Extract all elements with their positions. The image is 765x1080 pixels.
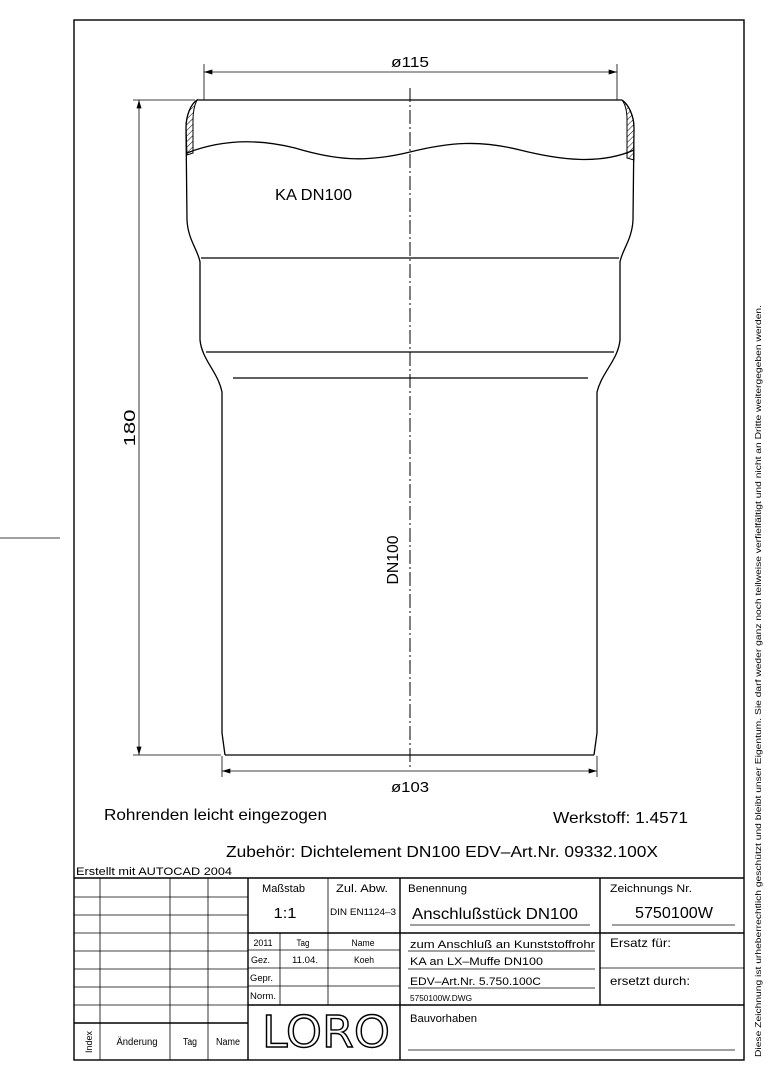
- dimension-text: ø115: [391, 54, 429, 71]
- scale-value: 1:1: [273, 905, 297, 922]
- dimension-text: ø103: [391, 779, 429, 796]
- replaces-label: Ersatz für:: [610, 936, 671, 950]
- dimension-length: [122, 100, 221, 755]
- note-accessory: Zubehör: Dichtelement DN100 EDV–Art.Nr. 09332.100X: [226, 844, 659, 861]
- year: 2011: [253, 938, 273, 948]
- description-line: KA an LX–Muffe DN100: [410, 956, 543, 968]
- checked-label: Gepr.: [250, 973, 273, 983]
- fitting-outline-right: [594, 100, 634, 755]
- copyright-notice: Diese Zeichnung ist urheberrechtlich geschützt und bleibt unser Eigentum. Sie darf weder ganz noch teilweise verfielfältigt und nicht an Dritte weitergegeben werden.: [753, 435, 763, 1057]
- drawing-number: 5750100W: [635, 905, 714, 922]
- project-label: Bauvorhaben: [410, 1013, 477, 1025]
- revision-header-day: Tag: [183, 1037, 197, 1048]
- project-cell: [408, 1013, 735, 1050]
- note-material: Werkstoff: 1.4571: [553, 810, 689, 827]
- fitting-outline-left: [186, 100, 225, 755]
- revision-header-change: Änderung: [116, 1037, 160, 1048]
- description-line: EDV–Art.Nr. 5.750.100C: [410, 976, 542, 988]
- scale-label: Maßstab: [262, 883, 305, 895]
- note-pipe-ends: Rohrenden leicht eingezogen: [104, 807, 327, 824]
- name-column-label: Name: [351, 938, 375, 948]
- norm-label: Norm.: [250, 991, 276, 1001]
- revision-table: [74, 878, 248, 1060]
- socket-wall-left-section: [186, 100, 197, 155]
- drawing-number-cell: [600, 883, 744, 988]
- dimension-text: 180: [122, 419, 139, 447]
- drawn-label: Gez.: [251, 955, 270, 965]
- day-column-label: Tag: [296, 938, 310, 948]
- designation-label: Benennung: [408, 883, 467, 895]
- note-created-with: Erstellt mit AUTOCAD 2004: [76, 866, 232, 878]
- tolerance-label: Zul. Abw.: [336, 883, 388, 895]
- file-name: 5750100W.DWG: [410, 994, 472, 1003]
- part-title: Anschlußstück DN100: [412, 906, 579, 923]
- replaced-by-label: ersetzt durch:: [610, 974, 690, 988]
- sheet-frame: [74, 20, 744, 1060]
- title-block: [74, 878, 744, 1060]
- drawn-date: 11.04.: [292, 955, 318, 965]
- fitting-drawing: [186, 88, 634, 770]
- designation-cell: [408, 878, 600, 1005]
- tolerance-value: DIN EN1124–3: [330, 907, 396, 917]
- socket-label: KA DN100: [275, 187, 353, 204]
- description-line: zum Anschluß an Kunststoffrohr: [410, 939, 596, 951]
- drawn-by-name: Koeh: [354, 955, 374, 965]
- revision-header-name: Name: [216, 1037, 241, 1048]
- revision-header-index: Index: [84, 1030, 94, 1053]
- company-logo: LORO: [262, 1007, 390, 1058]
- pipe-label: DN100: [385, 534, 402, 585]
- drawing-number-label: Zeichnungs Nr.: [610, 883, 692, 895]
